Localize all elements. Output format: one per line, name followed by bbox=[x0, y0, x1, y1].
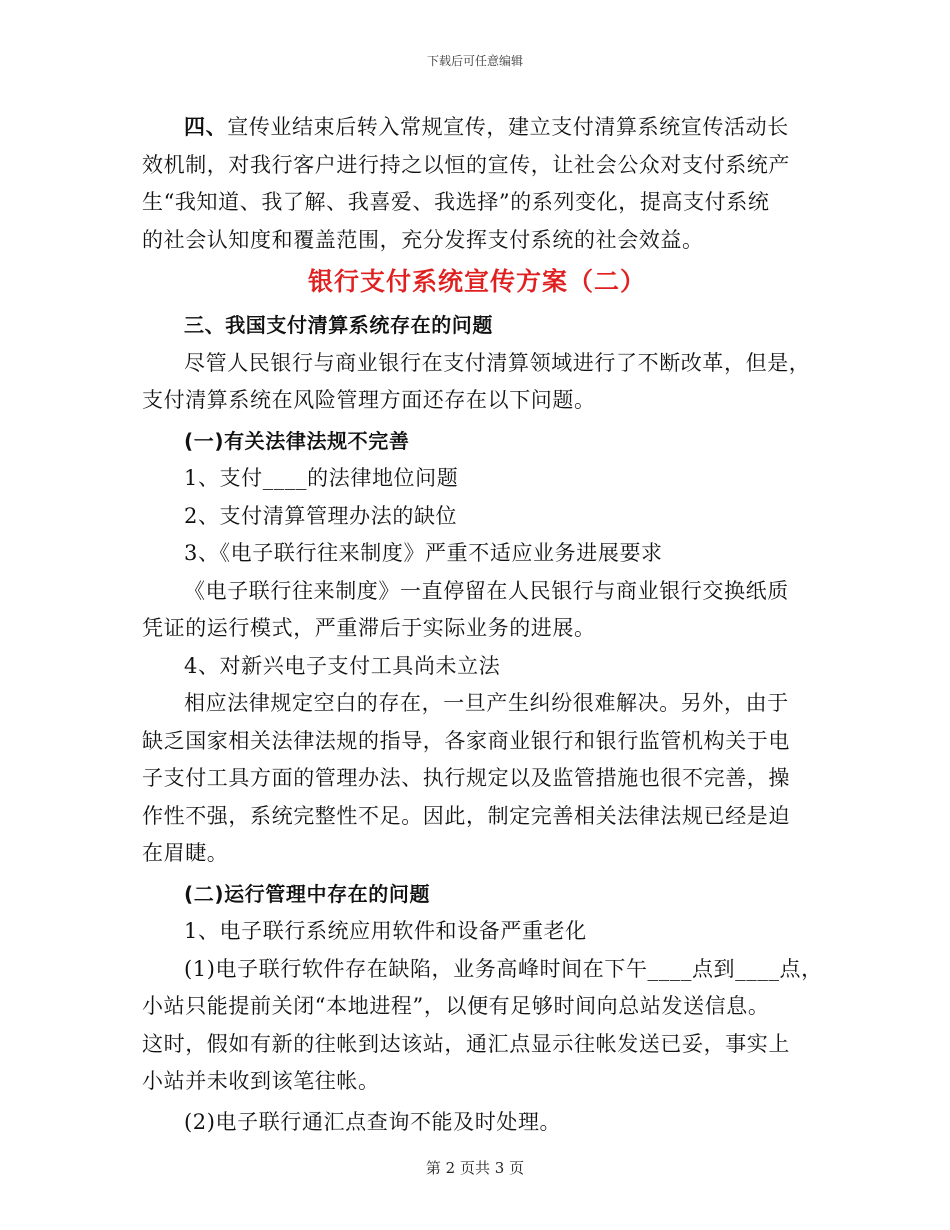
section4-line-4: 的社会认知度和覆盖范围，充分发挥支付系统的社会效益。 bbox=[142, 227, 704, 252]
section4-line-1 bbox=[142, 108, 812, 147]
heading-section3: 三、我国支付清算系统存在的问题 bbox=[184, 313, 493, 337]
subsection2-point-1-line-2: 小站只能提前关闭“本地进程”，以便有足够时间向总站发送信息。 bbox=[142, 994, 770, 1018]
page-number: 第 2 页共 3 页 bbox=[425, 1159, 525, 1177]
subsection1-item-4-body-4: 作性不强，系统完整性不足。因此，制定完善相关法律法规已经是迫 bbox=[142, 803, 790, 828]
heading-subsection2: (二)运行管理中存在的问题 bbox=[184, 881, 431, 906]
section4-line-3: 生“我知道、我了解、我喜爱、我选择”的系列变化，提高支付系统 bbox=[142, 190, 770, 214]
subsection2-point-1-line-1: (1)电子联行软件存在缺陷，业务高峰时间在下午____点到____点， bbox=[184, 956, 823, 981]
page-header-note: 下载后可任意编辑 bbox=[426, 54, 523, 68]
subsection1-item-4-body-2: 缺乏国家相关法律法规的指导，各家商业银行和银行监管机构关于电 bbox=[142, 728, 790, 753]
section4-lead: 四、 bbox=[184, 114, 228, 139]
subsection2-point-1-line-3: 这时，假如有新的往帐到达该站，通汇点显示往帐发送已妥，事实上 bbox=[142, 1031, 790, 1056]
subsection1-item-3-body-1: 《电子联行往来制度》一直停留在人民银行与商业银行交换纸质 bbox=[184, 578, 789, 603]
subsection1-item-4-body-1: 相应法律规定空白的存在，一旦产生纠纷很难解决。另外，由于 bbox=[184, 691, 789, 715]
intro-line-2: 支付清算系统在风险管理方面还存在以下问题。 bbox=[142, 388, 596, 412]
section4-line-2: 效机制，对我行客户进行持之以恒的宣传，让社会公众对支付系统产 bbox=[142, 152, 790, 177]
section4-text: 宣传业结束后转入常规宣传，建立支付清算系统宣传活动长 bbox=[227, 115, 789, 139]
subsection1-item-3: 3、《电子联行往来制度》严重不适应业务进展要求 bbox=[184, 541, 663, 565]
intro-line-1: 尽管人民银行与商业银行在支付清算领域进行了不断改革，但是， bbox=[184, 350, 811, 375]
subsection2-point-1-line-4: 小站并未收到该笔往帐。 bbox=[142, 1069, 380, 1093]
subsection1-item-4: 4、对新兴电子支付工具尚未立法 bbox=[184, 653, 501, 678]
subsection1-item-3-body-2: 凭证的运行模式，严重滞后于实际业务的进展。 bbox=[142, 616, 596, 640]
subsection1-item-2: 2、支付清算管理办法的缺位 bbox=[184, 503, 458, 528]
subsection1-item-1: 1、支付____的法律地位问题 bbox=[184, 466, 459, 490]
heading-subsection1: (一)有关法律法规不完善 bbox=[184, 428, 410, 453]
subsection2-item-1: 1、电子联行系统应用软件和设备严重老化 bbox=[184, 919, 587, 943]
document-body bbox=[142, 108, 823, 1141]
document-title: 银行支付系统宣传方案（二） bbox=[307, 267, 646, 296]
subsection2-point-2: (2)电子联行通汇点查询不能及时处理。 bbox=[184, 1109, 562, 1134]
subsection1-item-4-body-5: 在眉睫。 bbox=[142, 841, 229, 865]
subsection1-item-4-body-3: 子支付工具方面的管理办法、执行规定以及监管措施也很不完善，操 bbox=[142, 766, 790, 790]
